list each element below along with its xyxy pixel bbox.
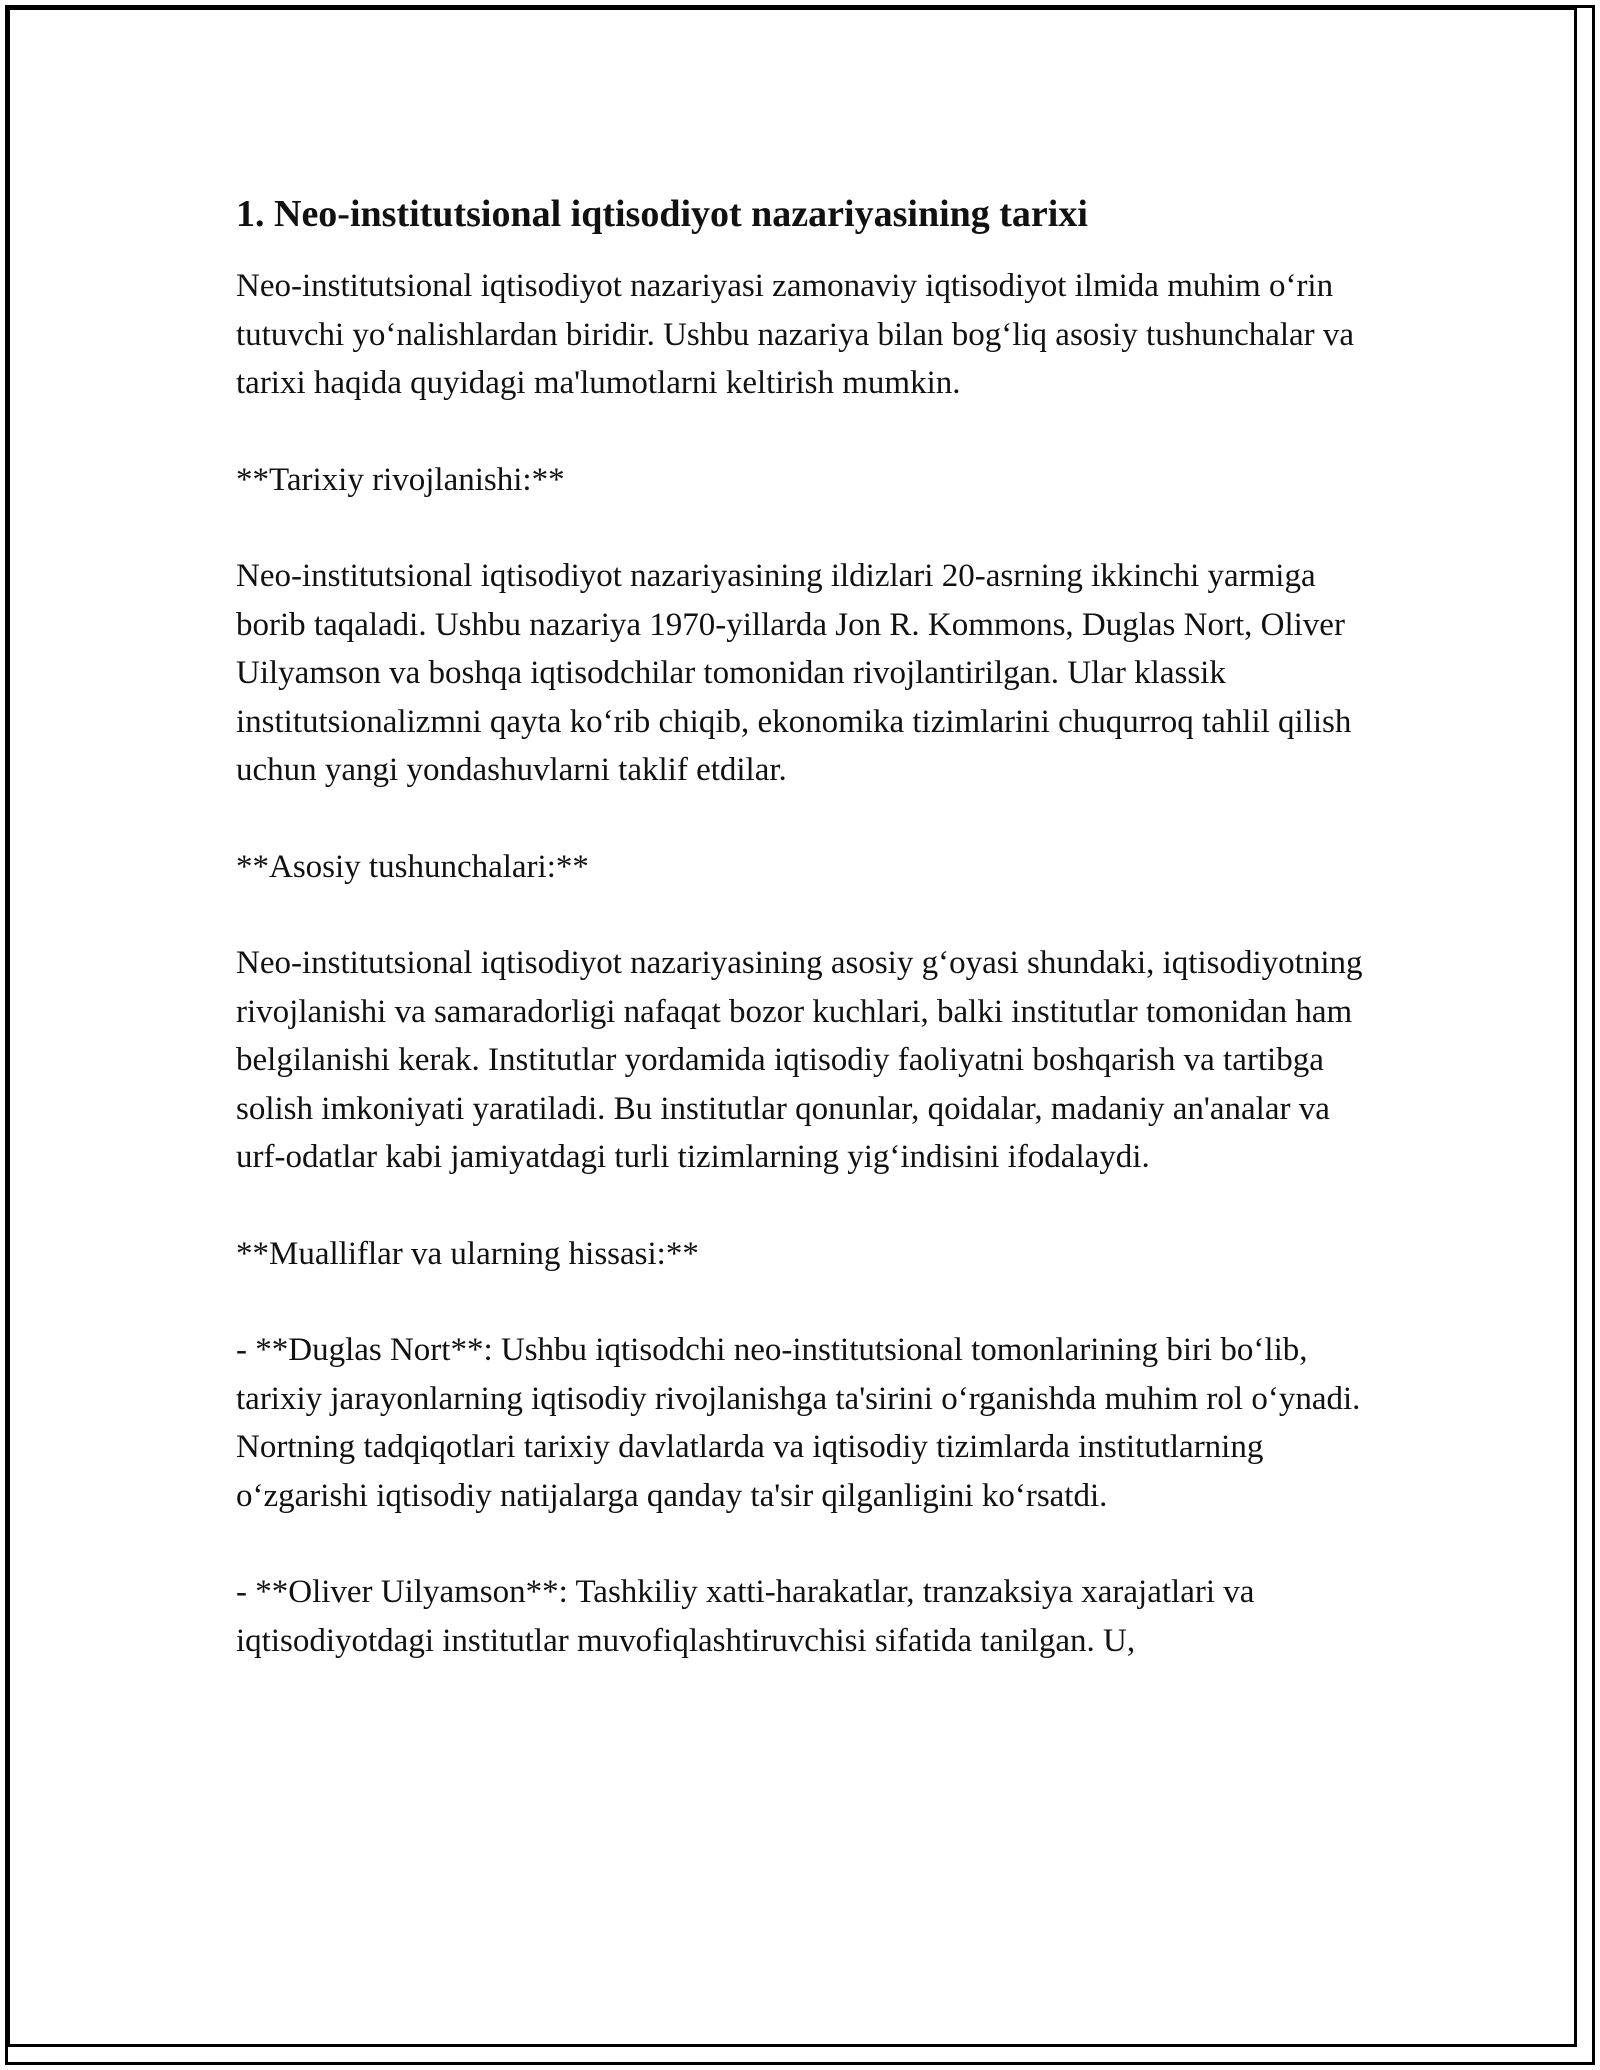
- subheading-authors: **Mualliflar va ularning hissasi:**: [236, 1235, 699, 1272]
- section-title: 1. Neo-institutsional iqtisodiyot nazariyasining tarixi: [236, 193, 1088, 235]
- author-williamson-paragraph: - **Oliver Uilyamson**: Tashkiliy xatti-harakatlar, tranzaksiya xarajatlari va iqtisodiyotdagi institutlar muvofiqlashtiruvchisi sifatida tanilgan. U,: [236, 1574, 1255, 1659]
- intro-paragraph: Neo-institutsional iqtisodiyot nazariyasi zamonaviy iqtisodiyot ilmida muhim o‘rin tutuvchi yo‘nalishlardan biridir. Ushbu nazariya bilan bog‘liq asosiy tushunchalar va tarixi haqida quyidagi ma'lumotlarni keltirish mumkin.: [236, 268, 1355, 401]
- document-page: [236, 188, 1376, 1665]
- subheading-history: **Tarixiy rivojlanishi:**: [236, 461, 565, 498]
- concepts-paragraph: Neo-institutsional iqtisodiyot nazariyasining asosiy g‘oyasi shundaki, iqtisodiyotning rivojlanishi va samaradorligi nafaqat bozor kuchlari, balki institutlar tomonidan ham belgilanishi kerak. Institutlar yordamida iqtisodiy faoliyatni boshqarish va tartibga solish imkoniyati yaratiladi. Bu institutlar qonunlar, qoidalar, madaniy an'analar va urf-odatlar kabi jamiyatdagi turli tizimlarning yig‘indisini ifodalaydi.: [236, 945, 1363, 1175]
- author-north-paragraph: - **Duglas Nort**: Ushbu iqtisodchi neo-institutsional tomonlarining biri bo‘lib, tarixiy jarayonlarning iqtisodiy rivojlanishga ta'sirini o‘rganishda muhim rol o‘ynadi. Nortning tadqiqotlari tarixiy davlatlarda va iqtisodiy tizimlarda institutlarning o‘zgarishi iqtisodiy natijalarga qanday ta'sir qilganligini ko‘rsatdi.: [236, 1332, 1361, 1514]
- subheading-concepts: **Asosiy tushunchalari:**: [236, 848, 589, 885]
- history-paragraph: Neo-institutsional iqtisodiyot nazariyasining ildizlari 20-asrning ikkinchi yarmiga borib taqaladi. Ushbu nazariya 1970-yillarda Jon R. Kommons, Duglas Nort, Oliver Uilyamson va boshqa iqtisodchilar tomonidan rivojlantirilgan. Ular klassik institutsionalizmni qayta ko‘rib chiqib, ekonomika tizimlarini chuqurroq tahlil qilish uchun yangi yondashuvlarni taklif etdilar.: [236, 558, 1352, 788]
